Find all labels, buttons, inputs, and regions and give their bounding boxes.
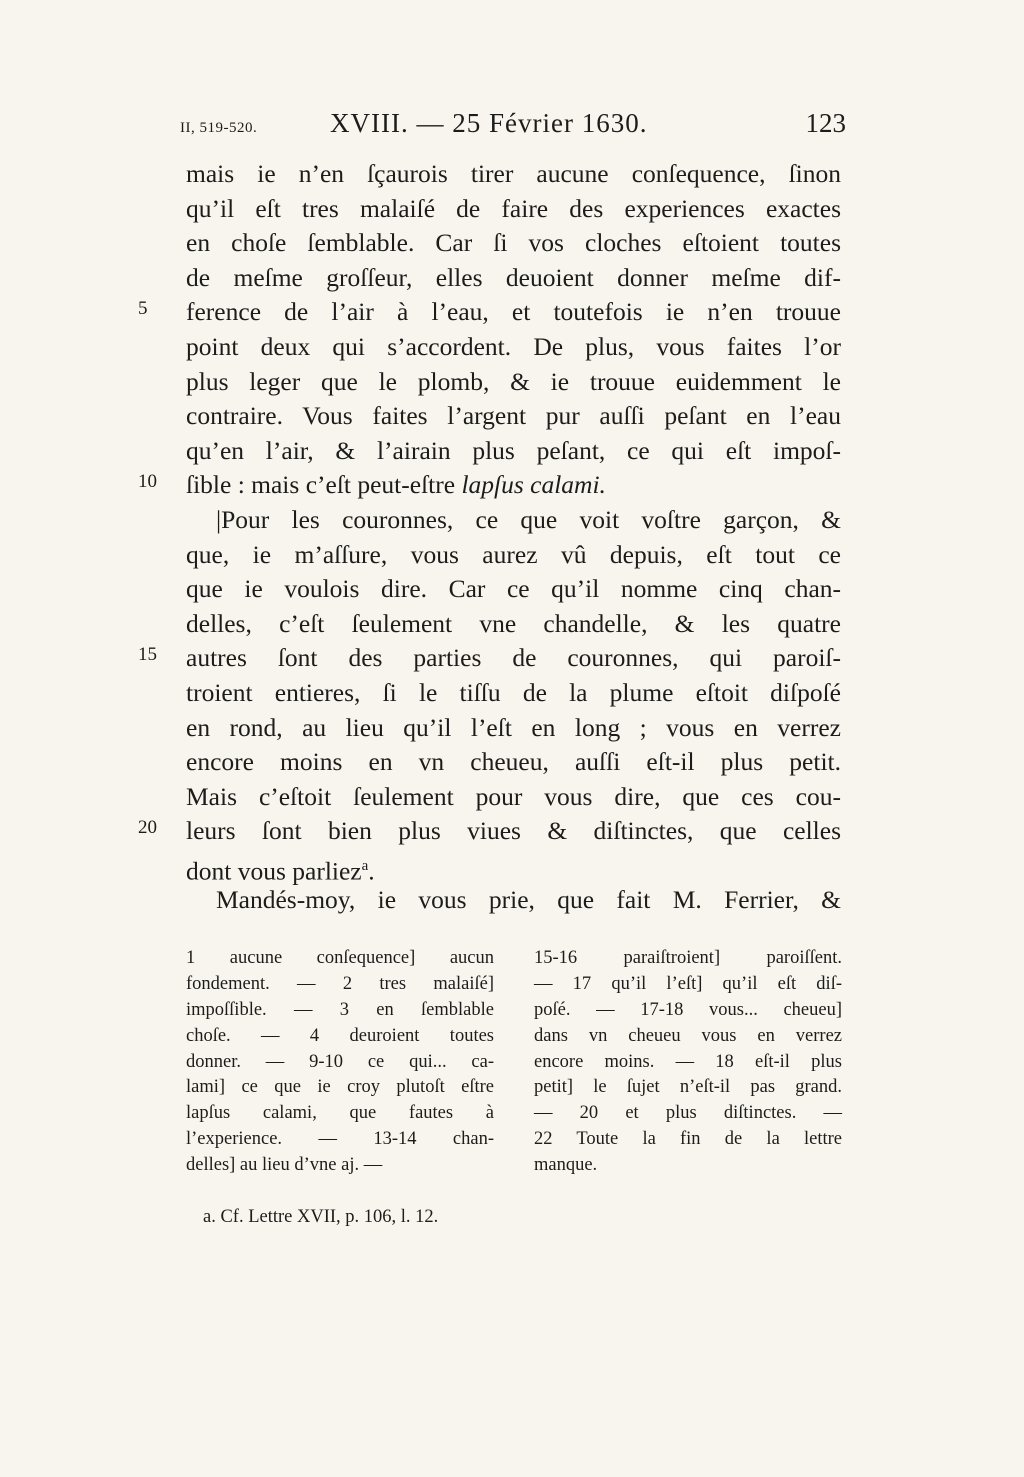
text-line bbox=[0, 192, 1024, 227]
footnote: a. Cf. Lettre XVII, p. 106, l. 12. bbox=[203, 1207, 439, 1227]
line-text bbox=[186, 641, 841, 675]
line-text-main: contraire. Vous faites l’argent pur auſſi peſant en l’eau bbox=[186, 401, 841, 431]
line-text bbox=[186, 745, 841, 779]
notes-right-column bbox=[534, 946, 842, 1179]
line-text-main: delles, c’eſt ſeulement vne chandelle, & les quatre bbox=[186, 608, 841, 638]
text-line bbox=[0, 883, 1024, 918]
text-line bbox=[0, 814, 1024, 849]
text-line bbox=[0, 434, 1024, 469]
note-line: 1 aucune conſequence] aucun bbox=[186, 948, 494, 968]
note-line: lapſus calami, que fautes à bbox=[186, 1103, 494, 1124]
line-text-main: Mandés-moy, ie vous prie, que fait M. Ferrier, & bbox=[216, 885, 841, 915]
line-text-main: qu’en l’air, & l’airain plus peſant, ce qui eſt impoſ- bbox=[186, 435, 841, 465]
line-text-main: Mais c’eſtoit ſeulement pour vous dire, que ces cou- bbox=[186, 781, 841, 811]
text-line bbox=[0, 641, 1024, 676]
text-line bbox=[0, 330, 1024, 365]
line-text bbox=[186, 468, 841, 502]
line-text-main: que ie voulois dire. Car ce qu’il nomme cinq chan- bbox=[186, 574, 841, 604]
line-number: 15 bbox=[138, 644, 157, 666]
text-line bbox=[0, 261, 1024, 296]
running-header bbox=[178, 108, 846, 148]
text-line bbox=[0, 399, 1024, 434]
text-line bbox=[0, 503, 1024, 538]
notes-left-column bbox=[186, 946, 494, 1179]
text-line bbox=[0, 676, 1024, 711]
line-number: 10 bbox=[138, 471, 157, 493]
note-line: 22 Toute la fin de la lettre bbox=[534, 1129, 842, 1150]
note-line: l’experience. — 13-14 chan- bbox=[186, 1129, 494, 1150]
line-text bbox=[186, 192, 841, 226]
note-line: dans vn cheueu vous en verrez bbox=[534, 1025, 842, 1046]
line-text-main: ſible : mais c’eſt peut-eſtre bbox=[186, 470, 462, 500]
text-line bbox=[0, 468, 1024, 503]
line-text bbox=[186, 676, 841, 710]
text-line bbox=[0, 572, 1024, 607]
note-line: petit] le ſujet n’eſt-il pas grand. bbox=[534, 1077, 842, 1098]
text-line bbox=[0, 607, 1024, 642]
italic-phrase: lapſus calami. bbox=[461, 470, 606, 500]
line-tail: . bbox=[368, 856, 375, 886]
line-text bbox=[186, 572, 841, 606]
text-line bbox=[0, 711, 1024, 746]
line-text-main: encore moins en vn cheueu, auſſi eſt-il plus petit. bbox=[186, 747, 841, 777]
line-text bbox=[186, 434, 841, 468]
text-line bbox=[0, 780, 1024, 815]
line-text-main: |Pour les couronnes, ce que voit voſtre garçon, & bbox=[216, 504, 841, 534]
line-text bbox=[186, 814, 841, 848]
line-text-main: troient entieres, ſi le tiſſu de la plume eſtoit diſpoſé bbox=[186, 677, 841, 707]
line-text-main: que, ie m’aſſure, vous aurez vû depuis, eſt tout ce bbox=[186, 539, 841, 569]
line-text bbox=[186, 157, 841, 191]
note-line: encore moins. — 18 eſt-il plus bbox=[534, 1051, 842, 1072]
line-text bbox=[186, 780, 841, 814]
text-line bbox=[0, 226, 1024, 261]
header-title: XVIII. — 25 Février 1630. bbox=[330, 108, 648, 138]
line-text bbox=[186, 711, 841, 745]
line-text bbox=[186, 538, 841, 572]
line-number: 20 bbox=[138, 817, 157, 839]
letter-body bbox=[0, 157, 1024, 918]
line-number: 5 bbox=[138, 298, 148, 320]
text-line bbox=[0, 745, 1024, 780]
text-line bbox=[0, 538, 1024, 573]
line-text bbox=[186, 503, 841, 537]
note-line: delles] au lieu d’vne aj. — bbox=[186, 1155, 383, 1176]
note-line: fondement. — 2 tres malaiſé] bbox=[186, 973, 494, 994]
line-text-main: qu’il eſt tres malaiſé de faire des experiences exactes bbox=[186, 193, 841, 223]
line-text-main: autres ſont des parties de couronnes, qui paroiſ- bbox=[186, 643, 841, 673]
line-text-main: ference de l’air à l’eau, et toutefois ie n’en trouue bbox=[186, 297, 841, 327]
note-line: donner. — 9-10 ce qui... ca- bbox=[186, 1051, 494, 1072]
note-line: manque. bbox=[534, 1155, 598, 1176]
note-line: — 20 et plus diſtinctes. — bbox=[534, 1103, 842, 1124]
note-line: — 17 qu’il l’eſt] qu’il eſt diſ- bbox=[534, 973, 842, 994]
page-number: 123 bbox=[805, 108, 846, 138]
note-line: lami] ce que ie croy plutoſt eſtre bbox=[186, 1077, 494, 1098]
line-text bbox=[186, 365, 841, 399]
text-line bbox=[0, 295, 1024, 330]
line-text-main: en rond, au lieu qu’il l’eſt en long ; vous en verrez bbox=[186, 712, 841, 742]
line-text-main: en choſe ſemblable. Car ſi vos cloches eſtoient toutes bbox=[186, 228, 841, 258]
line-text bbox=[186, 607, 841, 641]
note-line: 15-16 paraiſtroient] paroiſſent. bbox=[534, 948, 842, 968]
footnote-marker: a bbox=[361, 857, 369, 874]
line-text bbox=[186, 261, 841, 295]
note-line: poſé. — 17-18 vous... cheueu] bbox=[534, 999, 842, 1020]
line-text bbox=[186, 849, 841, 889]
header-reference: II, 519-520. bbox=[180, 120, 258, 136]
line-text-main: plus leger que le plomb, & ie trouue euidemment le bbox=[186, 366, 841, 396]
note-line: choſe. — 4 deuroient toutes bbox=[186, 1025, 494, 1046]
line-text-main: dont vous parliez bbox=[186, 856, 362, 886]
line-text-main: leurs ſont bien plus viues & diſtinctes, que celles bbox=[186, 816, 841, 846]
line-text bbox=[186, 226, 841, 260]
text-line bbox=[0, 849, 1024, 884]
line-text bbox=[186, 883, 841, 917]
text-line bbox=[0, 365, 1024, 400]
line-text bbox=[186, 295, 841, 329]
line-text-main: de meſme groſſeur, elles deuoient donner meſme dif- bbox=[186, 262, 841, 292]
note-line: impoſſible. — 3 en ſemblable bbox=[186, 999, 494, 1020]
line-text-main: mais ie n’en ſçaurois tirer aucune conſequence, ſinon bbox=[186, 159, 841, 188]
line-text bbox=[186, 399, 841, 433]
line-text bbox=[186, 330, 841, 364]
text-line bbox=[0, 157, 1024, 192]
line-text-main: point deux qui s’accordent. De plus, vous faites l’or bbox=[186, 331, 841, 361]
